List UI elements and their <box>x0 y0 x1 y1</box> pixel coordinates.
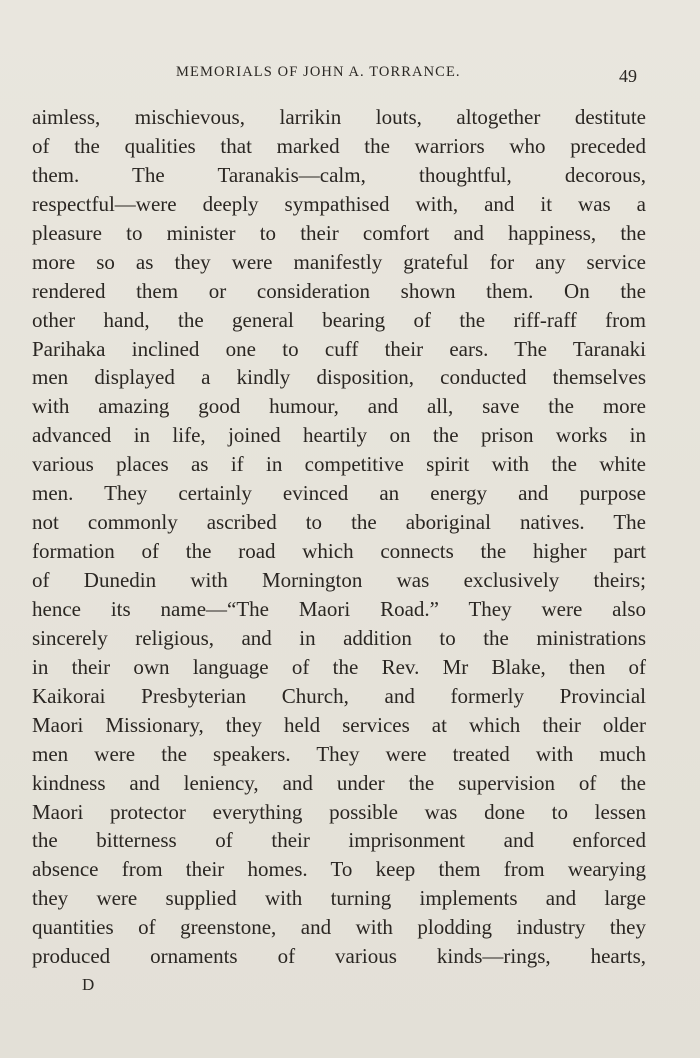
text-line: them. The Taranakis—calm, thoughtful, decorous, <box>32 162 646 187</box>
text-line: absence from their homes. To keep them from wearying <box>32 857 646 882</box>
text-line: Kaikorai Presbyterian Church, and formerly Provincial <box>32 683 646 708</box>
text-line: respectful—were deeply sympathised with, and it was a <box>32 191 646 216</box>
text-line: aimless, mischievous, larrikin louts, altogether destitute <box>32 105 646 129</box>
text-line: in their own language of the Rev. Mr Blake, then of <box>32 654 646 679</box>
text-line: Maori protector everything possible was done to lessen <box>32 799 646 824</box>
text-line: rendered them or consideration shown them. On the <box>32 278 646 303</box>
text-line: Maori Missionary, they held services at which their older <box>32 712 646 737</box>
text-line: formation of the road which connects the higher part <box>32 539 646 564</box>
text-line: of Dunedin with Mornington was exclusively theirs; <box>32 568 646 592</box>
signature-mark: D <box>82 975 95 994</box>
text-line: Parihaka inclined one to cuff their ears. The Taranaki <box>32 336 646 361</box>
text-line: other hand, the general bearing of the riff-raff from <box>32 307 646 332</box>
body-text <box>32 103 646 971</box>
text-line: more so as they were manifestly grateful for any service <box>32 249 646 274</box>
text-line: of the qualities that marked the warriors who preceded <box>32 133 646 158</box>
text-line: men. They certainly evinced an energy and purpose <box>32 481 646 506</box>
text-line: pleasure to minister to their comfort and happiness, the <box>32 220 646 245</box>
text-line: with amazing good humour, and all, save the more <box>32 394 646 419</box>
text-line: men displayed a kindly disposition, conducted themselves <box>32 365 646 390</box>
text-line: men were the speakers. They were treated with much <box>32 741 646 766</box>
text-line: advanced in life, joined heartily on the prison works in <box>32 423 646 448</box>
text-line: sincerely religious, and in addition to the ministrations <box>32 625 646 650</box>
page-number: 49 <box>619 66 637 86</box>
text-line: not commonly ascribed to the aboriginal natives. The <box>32 510 646 535</box>
text-line: the bitterness of their imprisonment and enforced <box>32 828 646 853</box>
text-line: hence its name—“The Maori Road.” They were also <box>32 596 646 621</box>
running-title: MEMORIALS OF JOHN A. TORRANCE. <box>176 64 461 80</box>
text-line: kindness and leniency, and under the supervision of the <box>32 770 646 795</box>
text-line: various places as if in competitive spirit with the white <box>32 452 646 477</box>
text-line: quantities of greenstone, and with plodding industry they <box>32 915 646 940</box>
text-line: they were supplied with turning implements and large <box>32 886 646 911</box>
text-line: produced ornaments of various kinds—rings, hearts, <box>32 944 646 969</box>
